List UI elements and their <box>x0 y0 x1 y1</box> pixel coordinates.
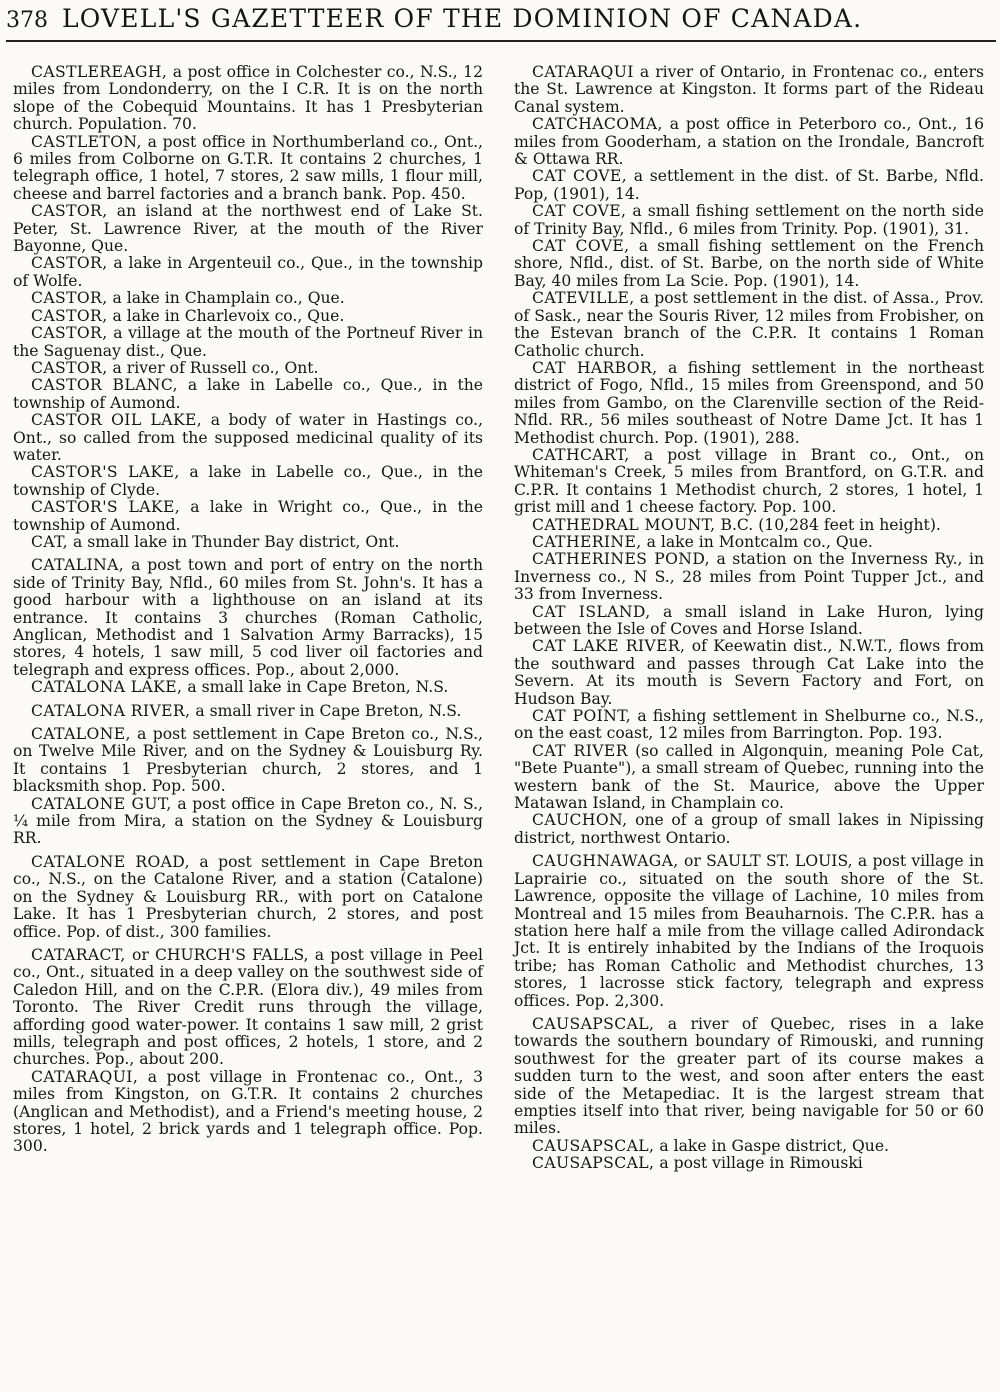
gazetteer-entry: CATARACT, or CHURCH'S FALLS, a post village in Peel co., Ont., situated in a deep valley on the southwest side of Caledon Hill, and on the C.P.R. (Elora div.), 49 miles from Toronto. The River Credit runs through the village, affording good water-power. It contains 1 saw mill, 2 grist mills, telegraph and post offices, 2 hotels, 1 store, and 2 churches. Pop., about 200. <box>13 945 483 1069</box>
gazetteer-entry: CAT HARBOR, a fishing settlement in the northeast district of Fogo, Nfld., 15 miles from Greenspond, and 50 miles from Gambo, on the Clarenville section of the Reid-Nfld. RR., 56 miles southeast of Notre Dame Jct. It has 1 Methodist church. Pop. (1901), 288. <box>514 358 984 447</box>
gazetteer-entry: CATHERINE, a lake in Montcalm co., Que. <box>532 532 873 551</box>
gazetteer-entry: CATHCART, a post village in Brant co., Ont., on Whiteman's Creek, 5 miles from Brantford, on G.T.R. and C.P.R. It contains 1 Methodist church, 2 stores, 1 hotel, 1 grist mill and 1 cheese factory. Pop. 100. <box>514 445 984 517</box>
gazetteer-entry: CASTOR, a river of Russell co., Ont. <box>31 358 319 377</box>
gazetteer-entry: CASTOR, a village at the mouth of the Portneuf River in the Saguenay dist., Que. <box>13 324 483 360</box>
gazetteer-entry: CATHEDRAL MOUNT, B.C. (10,284 feet in height). <box>532 515 941 534</box>
gazetteer-entry: CAT ISLAND, a small island in Lake Huron, lying between the Isle of Coves and Horse Island. <box>514 602 984 638</box>
gazetteer-entry: CATALINA, a post town and port of entry on the north side of Trinity Bay, Nfld., 60 miles from St. John's. It has a good harbour with a lighthouse on an island at its entrance. It contains 3 churches (Roman Catholic, Anglican, Methodist and 1 Salvation Army Barracks), 15 stores, 4 hotels, 1 saw mill, 5 cod liver oil factories and telegraph and express offices. Pop., about 2,000. <box>13 556 483 679</box>
gazetteer-entry: CAUCHON, one of a group of small lakes in Nipissing district, northwest Ontario. <box>514 811 984 847</box>
page-number: 378 <box>6 8 48 33</box>
gazetteer-entry: CATALONE GUT, a post office in Cape Breton co., N. S., ¼ mile from Mira, a station on the Sydney & Louisburg RR. <box>13 794 483 848</box>
gazetteer-entry: CAUSAPSCAL, a post village in Rimouski <box>532 1154 863 1173</box>
gazetteer-entry: CASTOR, an island at the northwest end of Lake St. Peter, St. Lawrence River, at the mouth of the River Bayonne, Que. <box>13 202 483 256</box>
gazetteer-entry: CAUSAPSCAL, a lake in Gaspe district, Que. <box>532 1136 890 1155</box>
gazetteer-entry: CASTOR'S LAKE, a lake in Labelle co., Que., in the township of Clyde. <box>13 463 483 499</box>
gazetteer-entry: CATEVILLE, a post settlement in the dist. of Assa., Prov. of Sask., near the Souris River, 12 miles from Frobisher, on the Estevan branch of the C.P.R. It contains 1 Roman Catholic church. <box>514 289 984 360</box>
running-title: LOVELL'S GAZETTEER OF THE DOMINION OF CANADA. <box>62 4 863 33</box>
header-rule <box>6 40 996 42</box>
gazetteer-entry: CATCHACOMA, a post office in Peterboro co., Ont., 16 miles from Gooderham, a station on the Irondale, Bancroft & Ottawa RR. <box>514 115 984 169</box>
page-header <box>6 4 996 44</box>
gazetteer-entry: CATARAQUI, a post village in Frontenac co., Ont., 3 miles from Kingston, on G.T.R. It contains 2 churches (Anglican and Methodist), and a Friend's meeting house, 2 stores, 1 hotel, 2 brick yards and 1 telegraph office. Pop. 300. <box>13 1067 483 1156</box>
right-column <box>514 64 984 1173</box>
gazetteer-entry: CATALONE, a post settlement in Cape Breton co., N.S., on Twelve Mile River, and on the Sydney & Louisburg Ry. It contains 1 Presbyterian church, 2 stores, and 1 blacksmith shop. Pop. 500. <box>13 725 483 796</box>
gazetteer-entry: CASTLETON, a post office in Northumberland co., Ont., 6 miles from Colborne on G.T.R. It contains 2 churches, 1 telegraph office, 1 hotel, 7 stores, 2 saw mills, 1 flour mill, cheese and barrel factories and a branch bank. Pop. 450. <box>13 132 483 203</box>
gazetteer-entry: CATHERINES POND, a station on the Inverness Ry., in Inverness co., N S., 28 miles from Point Tupper Jct., and 33 from Inverness. <box>514 550 984 604</box>
gazetteer-entry: CASTOR'S LAKE, a lake in Wright co., Que., in the township of Aumond. <box>13 498 483 534</box>
gazetteer-entry: CASTOR, a lake in Argenteuil co., Que., in the township of Wolfe. <box>13 254 483 290</box>
gazetteer-entry: CAT RIVER (so called in Algonquin, meaning Pole Cat, "Bete Puante"), a small stream of Quebec, running into the western bank of the St. Maurice, above the Upper Matawan Island, in Champlain co. <box>514 741 984 813</box>
gazetteer-entry: CASTOR, a lake in Charlevoix co., Que. <box>31 306 345 325</box>
gazetteer-entry: CATARAQUI a river of Ontario, in Frontenac co., enters the St. Lawrence at Kingston. It forms part of the Rideau Canal system. <box>514 63 984 116</box>
gazetteer-entry: CAT COVE, a settlement in the dist. of St. Barbe, Nfld. Pop, (1901), 14. <box>514 167 984 203</box>
gazetteer-entry: CAUSAPSCAL, a river of Quebec, rises in a lake towards the southern boundary of Rimouski, and running southwest for the greater part of its course makes a sudden turn to the west, and soon after enters the east side of the Metapediac. It is the largest stream that empties itself into that river, being navigable for 50 or 60 miles. <box>514 1014 984 1138</box>
gazetteer-entry: CAT COVE, a small fishing settlement on the French shore, Nfld., dist. of St. Barbe, on the north side of White Bay, 40 miles from La Scie. Pop. (1901), 14. <box>514 237 984 290</box>
gazetteer-entry: CAT, a small lake in Thunder Bay district, Ont. <box>31 532 400 551</box>
gazetteer-entry: CATALONA RIVER, a small river in Cape Breton, N.S. <box>31 701 462 720</box>
gazetteer-entry: CATALONE ROAD, a post settlement in Cape Breton co., N.S., on the Catalone River, and a station (Catalone) on the Sydney & Louisburg RR., with port on Catalone Lake. It has 1 Presbyterian church, 2 stores, and post office. Pop. of dist., 300 families. <box>13 852 483 941</box>
gazetteer-entry: CAT POINT, a fishing settlement in Shelburne co., N.S., on the east coast, 12 miles from Barrington. Pop. 193. <box>514 707 984 743</box>
gazetteer-entry: CATALONA LAKE, a small lake in Cape Breton, N.S. <box>31 678 449 697</box>
gazetteer-entry: CAT COVE, a small fishing settlement on the north side of Trinity Bay, Nfld., 6 miles from Trinity. Pop. (1901), 31. <box>514 202 984 238</box>
left-column <box>13 64 483 1156</box>
gazetteer-entry: CASTLEREAGH, a post office in Colchester co., N.S., 12 miles from Londonderry, on the I C.R. It is on the north slope of the Cobequid Mountains. It has 1 Presbyterian church. Population. 70. <box>13 63 483 134</box>
gazetteer-entry: CASTOR OIL LAKE, a body of water in Hastings co., Ont., so called from the supposed medicinal quality of its water. <box>13 411 483 464</box>
gazetteer-entry: CAUGHNAWAGA, or SAULT ST. LOUIS, a post village in Laprairie co., situated on the south shore of the St. Lawrence, opposite the village of Lachine, 10 miles from Montreal and 15 miles from Beauharnois. The C.P.R. has a station here half a mile from the village called Adirondack Jct. It is entirely inhabited by the Indians of the Iroquois tribe; has Roman Catholic and Methodist churches, 13 stores, 1 lacrosse stick factory, telegraph and express offices. Pop. 2,300. <box>514 852 984 1010</box>
gazetteer-entry: CASTOR BLANC, a lake in Labelle co., Que., in the township of Aumond. <box>13 376 483 412</box>
gazetteer-entry: CASTOR, a lake in Champlain co., Que. <box>31 289 345 308</box>
gazetteer-entry: CAT LAKE RIVER, of Keewatin dist., N.W.T., flows from the southward and passes through Cat Lake into the Severn. At its mouth is Severn Factory and Fort, on Hudson Bay. <box>514 637 984 708</box>
